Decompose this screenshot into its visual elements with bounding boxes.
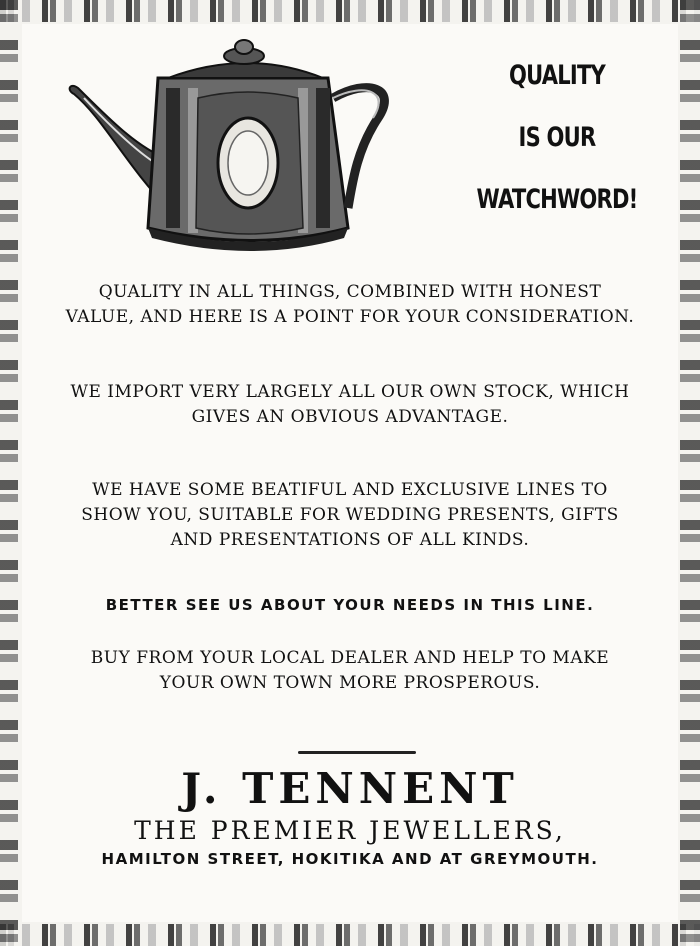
headline-line-1: QUALITY (508, 60, 606, 91)
paragraph-line: WE HAVE SOME BEATIFUL AND EXCLUSIVE LINES TO (92, 480, 608, 500)
paragraph-needs: BETTER SEE US ABOUT YOUR NEEDS IN THIS LINE. (105, 596, 595, 614)
paragraph-line: AND PRESENTATIONS OF ALL KINDS. (170, 530, 530, 550)
headline-line-3: WATCHWORD! (476, 184, 638, 215)
paragraph-quality (22, 280, 678, 330)
ornamental-border-bottom (0, 924, 700, 946)
ornamental-border-right (680, 0, 700, 946)
teapot-illustration (48, 38, 398, 268)
headline-line-2: IS OUR (518, 122, 596, 153)
decorative-rule (298, 751, 416, 754)
advertisement (22, 24, 678, 922)
paragraph-line: SHOW YOU, SUITABLE FOR WEDDING PRESENTS, GIFTS (81, 505, 619, 525)
paragraph-line: GIVES AN OBVIOUS ADVANTAGE. (191, 407, 509, 427)
paragraph-line: VALUE, AND HERE IS A POINT FOR YOUR CONSIDERATION. (65, 307, 635, 327)
business-name: J. TENNENT (181, 764, 519, 813)
paragraph-line: BUY FROM YOUR LOCAL DEALER AND HELP TO MAKE (90, 648, 610, 668)
paragraph-import (22, 380, 678, 430)
paragraph-exclusive-lines (22, 478, 678, 553)
business-address: HAMILTON STREET, HOKITIKA AND AT GREYMOUTH. (101, 850, 599, 868)
paragraph-line: WE IMPORT VERY LARGELY ALL OUR OWN STOCK, WHICH (70, 382, 630, 402)
paragraph-line: QUALITY IN ALL THINGS, COMBINED WITH HONEST (98, 282, 602, 302)
ornamental-border-left (0, 0, 18, 946)
paragraph-line: YOUR OWN TOWN MORE PROSPEROUS. (159, 673, 541, 693)
paragraph-local-dealer (22, 646, 678, 696)
business-subtitle: THE PREMIER JEWELLERS, (134, 816, 566, 845)
ornamental-border-top (0, 0, 700, 22)
